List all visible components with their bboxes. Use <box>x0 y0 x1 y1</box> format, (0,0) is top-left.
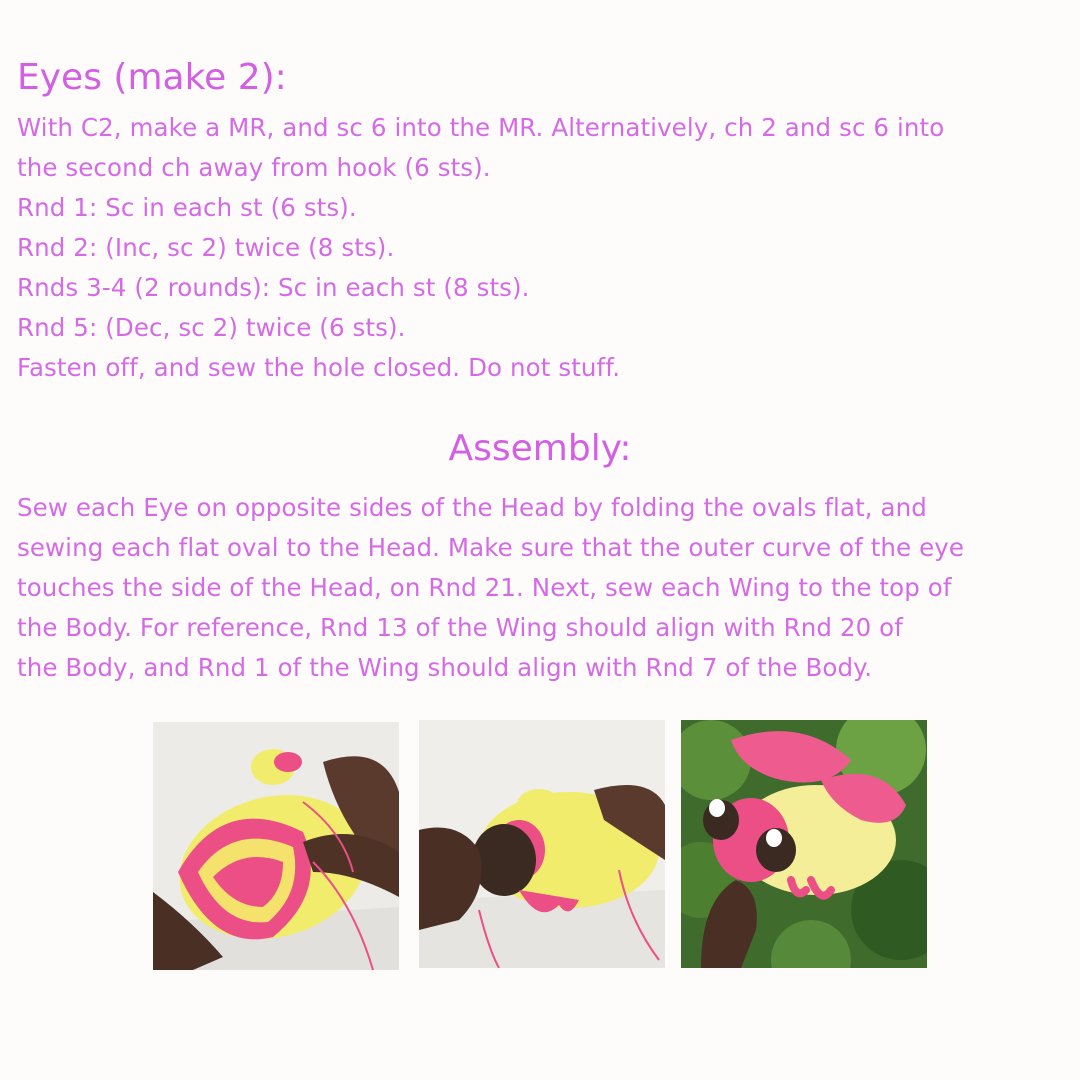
eyes-line: the second ch away from hook (6 sts). <box>17 153 491 182</box>
assembly-section-title: Assembly: <box>448 428 632 469</box>
eyes-line: With C2, make a MR, and sc 6 into the MR. Alternatively, ch 2 and sc 6 into <box>17 113 945 142</box>
assembly-line: the Body. For reference, Rnd 13 of the Wing should align with Rnd 20 of <box>17 613 903 642</box>
assembly-line: the Body, and Rnd 1 of the Wing should align with Rnd 7 of the Body. <box>17 653 873 682</box>
eyes-line: Rnd 5: (Dec, sc 2) twice (6 sts). <box>17 313 406 342</box>
eyes-section-title: Eyes (make 2): <box>17 57 287 98</box>
eyes-instructions <box>17 108 944 388</box>
photo-sewing-wing <box>153 722 399 970</box>
assembly-line: Sew each Eye on opposite sides of the Head by folding the ovals flat, and <box>17 493 927 522</box>
eyes-line: Rnds 3-4 (2 rounds): Sc in each st (8 sts). <box>17 273 530 302</box>
eyes-line: Rnd 2: (Inc, sc 2) twice (8 sts). <box>17 233 395 262</box>
assembly-line: touches the side of the Head, on Rnd 21. Next, sew each Wing to the top of <box>17 573 952 602</box>
photo-attaching-eye <box>419 720 665 968</box>
eyes-line: Fasten off, and sew the hole closed. Do not stuff. <box>17 353 621 382</box>
assembly-line: sewing each flat oval to the Head. Make sure that the outer curve of the eye <box>17 533 965 562</box>
eyes-line: Rnd 1: Sc in each st (6 sts). <box>17 193 357 222</box>
photo-finished-bee <box>681 720 927 968</box>
assembly-instructions <box>17 488 964 688</box>
